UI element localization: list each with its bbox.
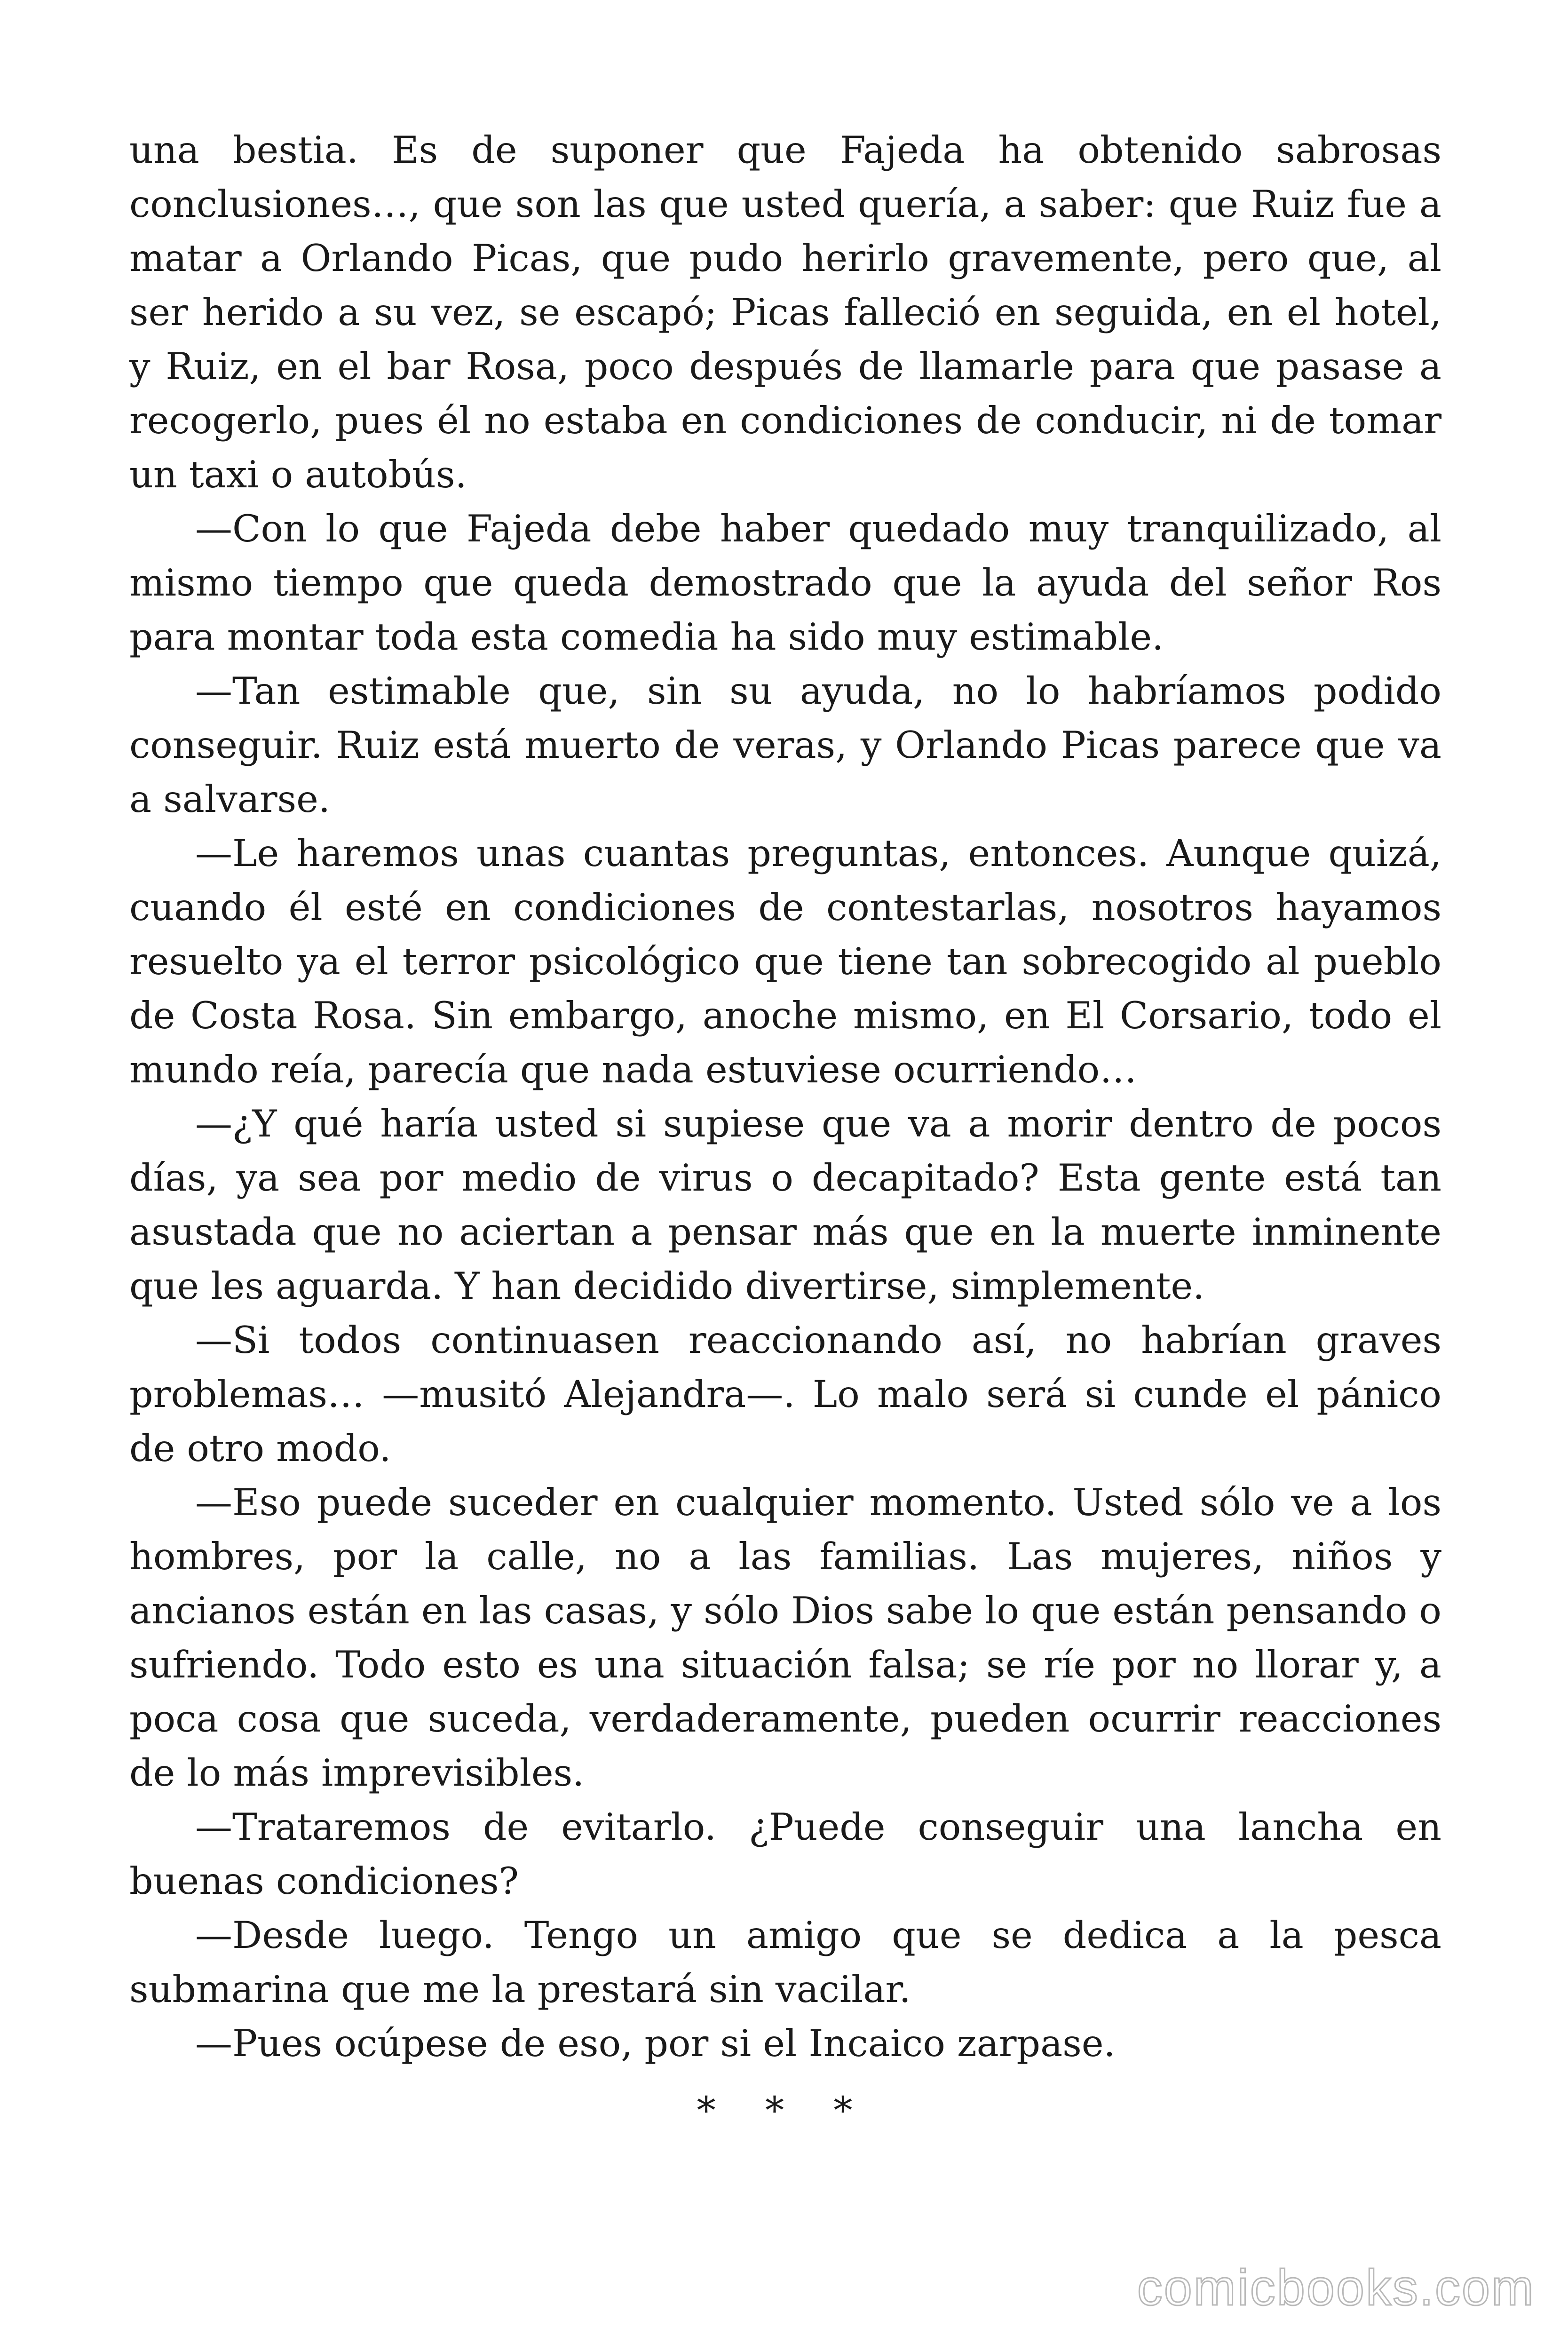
paragraph-3: —Tan estimable que, sin su ayuda, no lo habríamos podido conseguir. Ruiz está muerto de veras, y Orlando Picas parece que va a salvarse.	[129, 669, 1441, 821]
paragraph-6: —Si todos continuasen reaccionando así, no habrían graves problemas… —musitó Alejandra—. Lo malo será si cunde el pánico de otro modo.	[129, 1319, 1441, 1470]
paragraph-7: —Eso puede suceder en cualquier momento. Usted sólo ve a los hombres, por la calle, no a las familias. Las mujeres, niños y ancianos están en las casas, y sólo Dios sabe lo que están pensando o sufriendo. Todo esto es una situación falsa; se ríe por no llorar y, a poca cosa que suceda, verdaderamente, pueden ocurrir reacciones de lo más imprevisibles.	[129, 1481, 1441, 1795]
paragraph-4: —Le haremos unas cuantas preguntas, entonces. Aunque quizá, cuando él esté en condiciones de contestarlas, nosotros hayamos resuelto ya el terror psicológico que tiene tan sobrecogido al pueblo de Costa Rosa. Sin embargo, anoche mismo, en El Corsario, todo el mundo reía, parecía que nada estuviese ocurriendo…	[129, 832, 1441, 1091]
body-text	[129, 123, 1441, 2071]
paragraph-9: —Desde luego. Tengo un amigo que se dedica a la pesca submarina que me la prestará sin vacilar.	[129, 1914, 1441, 2011]
section-separator: * * *	[697, 2089, 871, 2132]
paragraph-5: —¿Y qué haría usted si supiese que va a morir dentro de pocos días, ya sea por medio de virus o decapitado? Esta gente está tan asustada que no aciertan a pensar más que en la muerte inminente que les aguarda. Y han decidido divertirse, simplemente.	[129, 1102, 1441, 1308]
paragraph-8: —Trataremos de evitarlo. ¿Puede conseguir una lancha en buenas condiciones?	[129, 1805, 1441, 1903]
paragraph-10: —Pues ocúpese de eso, por si el Incaico zarpase.	[195, 2022, 1116, 2065]
paragraph-1: una bestia. Es de suponer que Fajeda ha obtenido sabrosas conclusiones…, que son las que usted quería, a saber: que Ruiz fue a matar a Orlando Picas, que pudo herirlo gravemente, pero que, al ser herido a su vez, se escapó; Picas falleció en seguida, en el hotel, y Ruiz, en el bar Rosa, poco después de llamarle para que pasase a recogerlo, pues él no estaba en condiciones de conducir, ni de tomar un taxi o autobús.	[129, 128, 1441, 496]
watermark-text: comicbooks.com	[1137, 2259, 1535, 2316]
paragraph-2: —Con lo que Fajeda debe haber quedado muy tranquilizado, al mismo tiempo que queda demostrado que la ayuda del señor Ros para montar toda esta comedia ha sido muy estimable.	[129, 507, 1441, 659]
